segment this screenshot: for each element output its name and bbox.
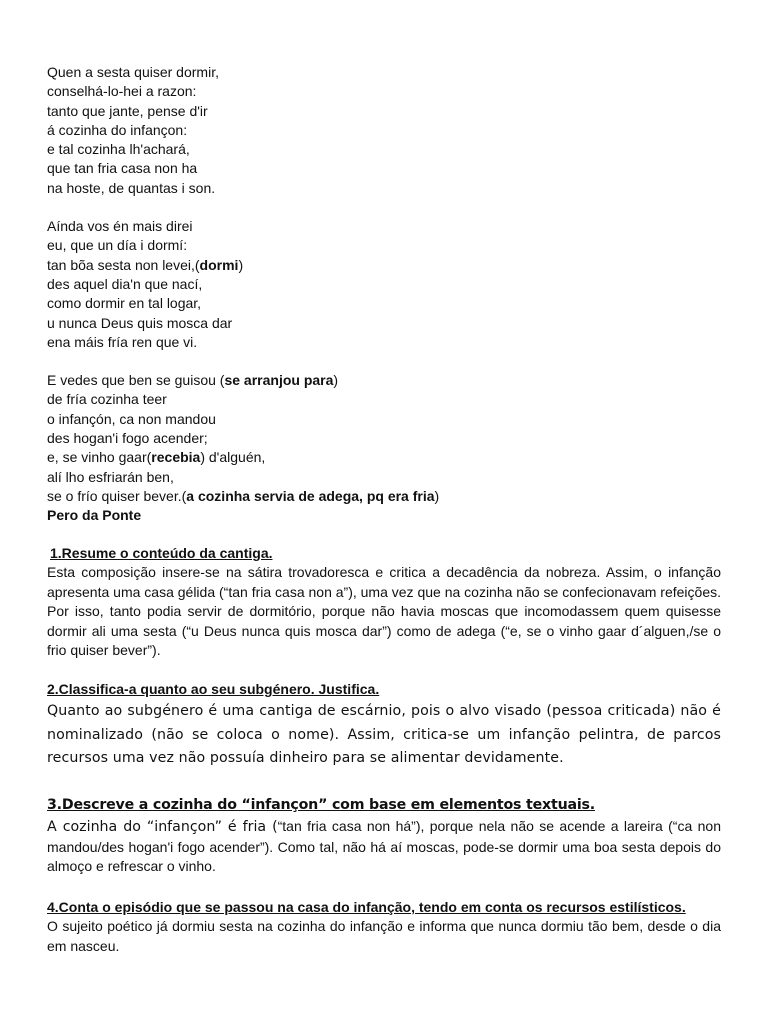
question-2 [47, 680, 721, 771]
poem-line: Aínda vos én mais direi [47, 218, 193, 235]
poem-line: u nunca Deus quis mosca dar [47, 314, 233, 331]
question-answer: O sujeito poético já dormiu sesta na cozinha do infanção e informa que nunca dormiu tão bem, desde o dia em nasceu. [47, 918, 721, 954]
question-1 [47, 544, 721, 661]
question-title: 1.Resume o conteúdo da cantiga. [50, 545, 273, 561]
poem-line: conselhá-lo-hei a razon: [47, 83, 197, 100]
gloss-note: dormi [199, 256, 239, 273]
question-title: 3.Descreve a cozinha do “infançon” com base em elementos textuais. [47, 797, 595, 813]
poem-line: o infançón, ca non mandou [47, 410, 216, 427]
question-4 [47, 898, 721, 956]
question-title: 2.Classifica-a quanto ao seu subgénero. Justifica. [47, 681, 380, 697]
poem-line: se o frío quiser bever.(a cozinha servia de adega, pq era fria) [47, 487, 440, 504]
question-answer: A cozinha do “infançon” é fria (“tan fria casa non há”), porque nela não se acende a lareira (“ca non mandou/des hogan'i fogo acender”). Como tal, não há aí moscas, pode-se dormir uma boa sesta depois do almoço e refrescar o vinho. [47, 818, 721, 874]
poem-line: tanto que jante, pense d'ir [47, 102, 208, 119]
stanza-2 [47, 217, 707, 352]
stanza-3 [47, 371, 707, 506]
poem-line: de fría cozinha teer [47, 391, 167, 408]
question-answer: Esta composição insere-se na sátira trovadoresca e critica a decadência da nobreza. Assim, o infanção apresenta uma casa gélida (“tan fria casa non a”), uma vez que na cozinha não se confecionavam refeições. Por isso, tanto podia servir de dormitório, porque não havia moscas que incomodassem quem quisesse dormir ali uma sesta (“u Deus nunca quis mosca dar”) como de adega (“e, se o vinho gaar d´alguen,/se o frio quiser bever”). [47, 564, 721, 659]
gloss-note: a cozinha servia de adega, pq era fria [186, 487, 435, 504]
poem-line: tan bõa sesta non levei,(dormi) [47, 256, 244, 273]
question-title: 4.Conta o episódio que se passou na casa do infanção, tendo em conta os recursos estilísticos. [47, 899, 686, 915]
poem-line: ena máis fría ren que vi. [47, 333, 198, 350]
poem-author: Pero da Ponte [47, 507, 142, 524]
poem-line: alí lho esfriarán ben, [47, 468, 174, 485]
question-3 [47, 796, 721, 877]
poem [47, 63, 707, 526]
poem-line: des aquel dia'n que nací, [47, 275, 203, 292]
poem-line: e tal cozinha lh'achará, [47, 141, 190, 158]
poem-line: á cozinha do infançon: [47, 121, 188, 138]
poem-line: Quen a sesta quiser dormir, [47, 64, 219, 80]
gloss-note: se arranjou para [224, 372, 334, 389]
stanza-1 [47, 63, 707, 198]
question-answer: Quanto ao subgénero é uma cantiga de escárnio, pois o alvo visado (pessoa criticada) não é nominalizado (não se coloca o nome). Assim, critica-se um infanção pelintra, de parcos recursos uma vez não possuía dinheiro para se alimentar devidamente. [47, 703, 721, 766]
poem-line: eu, que un día i dormí: [47, 237, 188, 254]
poem-line: E vedes que ben se guisou (se arranjou para) [47, 372, 339, 389]
gloss-note: recebia [151, 449, 201, 466]
poem-line: e, se vinho gaar(recebia) d'alguén, [47, 449, 266, 466]
poem-line: que tan fria casa non ha [47, 160, 198, 177]
poem-line: como dormir en tal logar, [47, 295, 202, 312]
poem-line: des hogan'i fogo acender; [47, 430, 208, 447]
poem-line: na hoste, de quantas i son. [47, 179, 216, 196]
